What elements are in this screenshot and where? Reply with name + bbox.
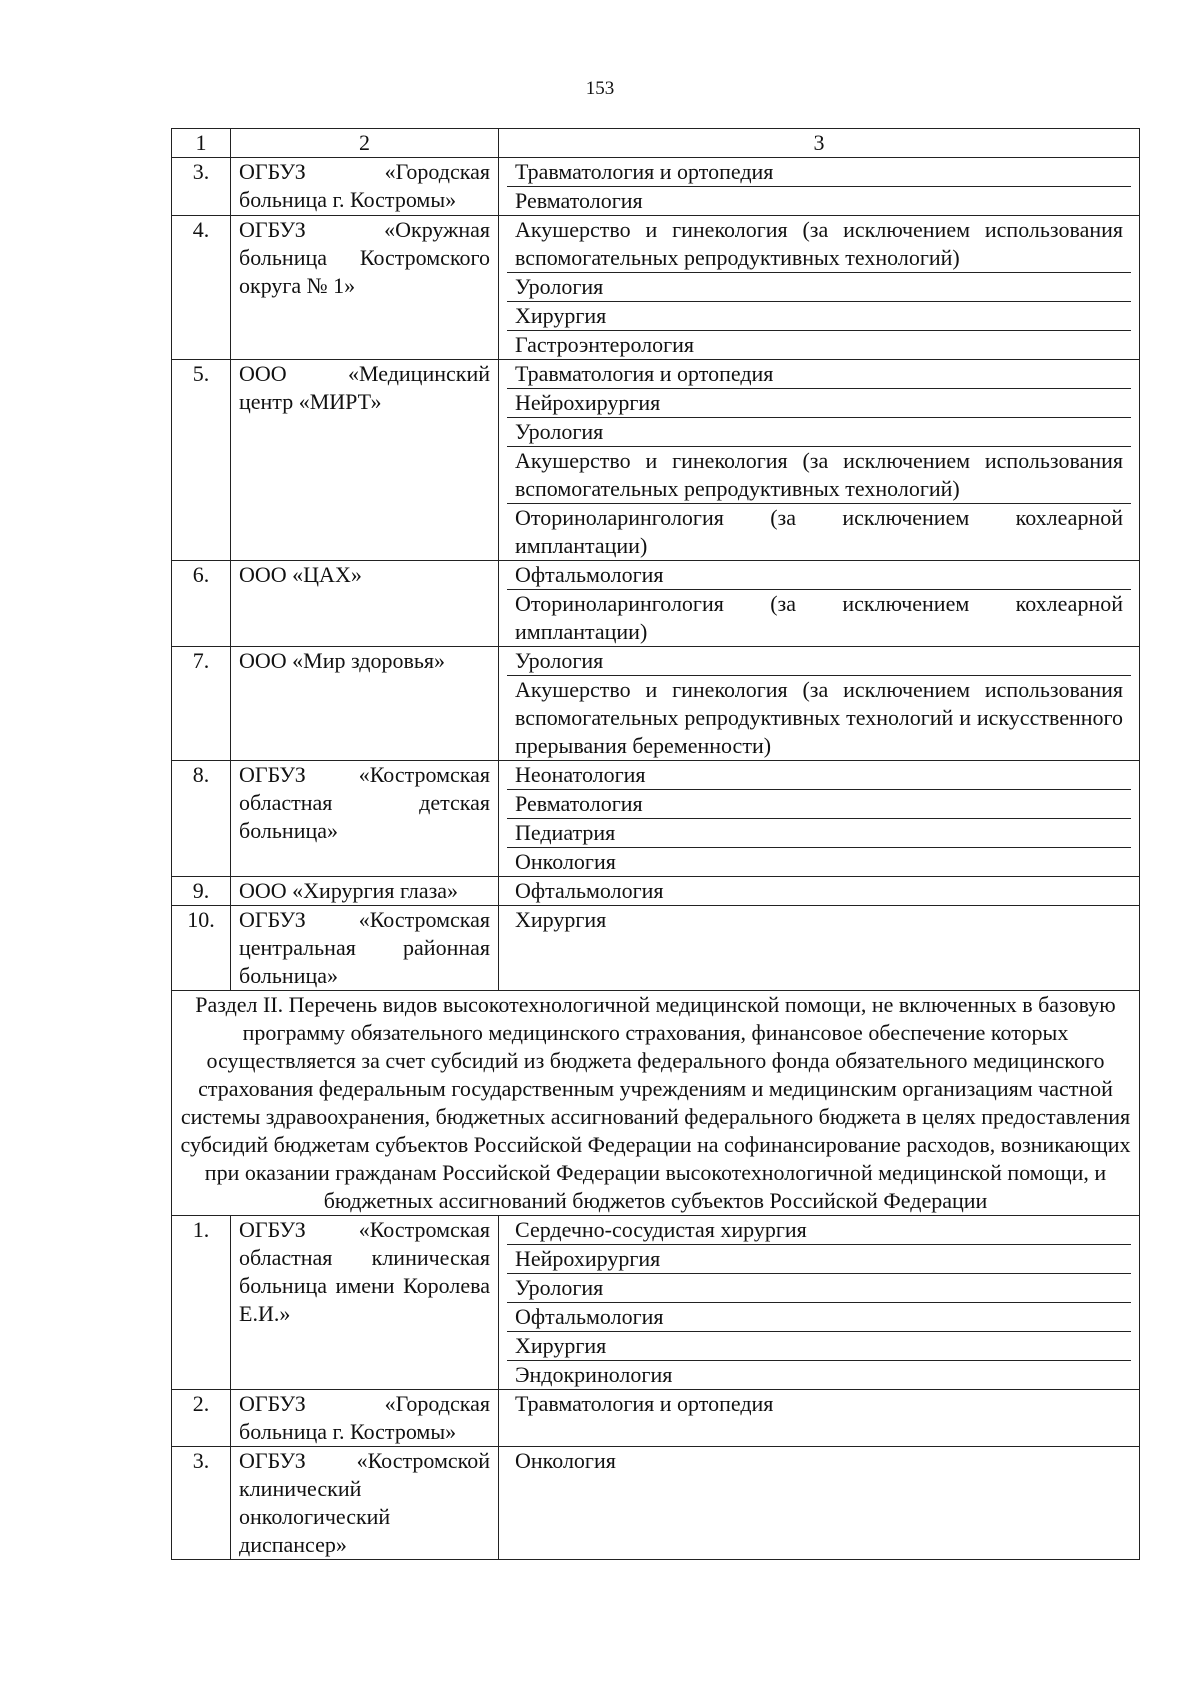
row-number: 4.: [172, 216, 231, 360]
table-row: [172, 877, 1140, 906]
services-cell: [499, 1390, 1140, 1447]
service-item: Акушерство и гинекология (за исключением использования вспомогательных репродуктивных технологий): [515, 217, 1123, 270]
service-item: Травматология и ортопедия: [515, 361, 774, 386]
organization-name: ОГБУЗ «Городская больница г. Костромы»: [231, 158, 499, 216]
organization-name: ООО «ЦАХ»: [231, 561, 499, 647]
row-number: 2.: [172, 1390, 231, 1447]
table-row: [172, 158, 1140, 216]
organization-name: ООО «Мир здоровья»: [231, 647, 499, 761]
service-item: Оториноларингология (за исключением кохлеарной имплантации): [507, 589, 1131, 646]
table-row: [172, 1390, 1140, 1447]
services-cell: [499, 216, 1140, 360]
services-cell: [499, 877, 1140, 906]
services-cell: [499, 647, 1140, 761]
services-cell: [499, 761, 1140, 877]
service-item: Нейрохирургия: [507, 388, 1131, 417]
service-item: Оториноларингология (за исключением кохлеарной имплантации): [507, 503, 1131, 560]
service-item: Нейрохирургия: [507, 1244, 1131, 1273]
table-header-row: [172, 129, 1140, 158]
service-item: Ревматология: [507, 186, 1131, 215]
header-col-2: 2: [231, 129, 499, 158]
table-row: [172, 360, 1140, 561]
row-number: 1.: [172, 1216, 231, 1390]
service-item: Офтальмология: [507, 1302, 1131, 1331]
table-row: [172, 561, 1140, 647]
organization-name: ОГБУЗ «Костромская центральная районная больница»: [231, 906, 499, 991]
service-item: Урология: [507, 417, 1131, 446]
services-cell: [499, 1447, 1140, 1560]
row-number: 9.: [172, 877, 231, 906]
services-cell: [499, 1216, 1140, 1390]
table-row: [172, 1216, 1140, 1390]
service-item: Акушерство и гинекология (за исключением использования вспомогательных репродуктивных технологий): [507, 446, 1131, 503]
service-item: Онкология: [507, 847, 1131, 876]
table-row: [172, 647, 1140, 761]
organization-name: ОГБУЗ «Костромской клинический онкологический диспансер»: [231, 1447, 499, 1560]
organization-name: ООО «Хирургия глаза»: [231, 877, 499, 906]
row-number: 8.: [172, 761, 231, 877]
table-row: [172, 761, 1140, 877]
hmp-table: [171, 128, 1140, 1560]
row-number: 7.: [172, 647, 231, 761]
row-number: 6.: [172, 561, 231, 647]
organization-name: ОГБУЗ «Костромская областная клиническая больница имени Королева Е.И.»: [231, 1216, 499, 1390]
row-number: 3.: [172, 1447, 231, 1560]
service-item: Сердечно-сосудистая хирургия: [515, 1217, 807, 1242]
table-row: [172, 906, 1140, 991]
service-item: Эндокринология: [507, 1360, 1131, 1389]
service-item: Акушерство и гинекология (за исключением использования вспомогательных репродуктивных технологий и искусственного прерывания беременности): [507, 675, 1131, 760]
services-cell: [499, 906, 1140, 991]
service-item: Ревматология: [507, 789, 1131, 818]
service-item: Онкология: [515, 1448, 616, 1473]
service-item: Офтальмология: [515, 562, 664, 587]
service-item: Урология: [515, 648, 604, 673]
row-number: 5.: [172, 360, 231, 561]
service-item: Урология: [507, 272, 1131, 301]
organization-name: ОГБУЗ «Костромская областная детская больница»: [231, 761, 499, 877]
organization-name: ООО «Медицинский центр «МИРТ»: [231, 360, 499, 561]
service-item: Хирургия: [507, 301, 1131, 330]
service-item: Неонатология: [515, 762, 646, 787]
service-item: Офтальмология: [515, 878, 664, 903]
service-item: Урология: [507, 1273, 1131, 1302]
services-cell: [499, 158, 1140, 216]
header-col-1: 1: [172, 129, 231, 158]
row-number: 10.: [172, 906, 231, 991]
service-item: Гастроэнтерология: [507, 330, 1131, 359]
table-row: [172, 1447, 1140, 1560]
service-item: Хирургия: [515, 907, 607, 932]
section-2-heading: Раздел II. Перечень видов высокотехнологичной медицинской помощи, не включенных в базовую программу обязательного медицинского страхования, финансовое обеспечение которых осуществляется за счет субсидий из бюджета федерального фонда обязательного медицинского страхования федеральным государственным учреждениям и медицинским организациям частной системы здравоохранения, бюджетных ассигнований федерального бюджета в целях предоставления субсидий бюджетам субъектов Российской Федерации на софинансирование расходов, возникающих при оказании гражданам Российской Федерации высокотехнологичной медицинской помощи, и бюджетных ассигнований бюджетов субъектов Российской Федерации: [172, 991, 1140, 1216]
service-item: Травматология и ортопедия: [515, 159, 774, 184]
service-item: Травматология и ортопедия: [515, 1391, 774, 1416]
header-col-3: 3: [499, 129, 1140, 158]
page-number: 153: [585, 78, 615, 99]
organization-name: ОГБУЗ «Окружная больница Костромского округа № 1»: [231, 216, 499, 360]
organization-name: ОГБУЗ «Городская больница г. Костромы»: [231, 1390, 499, 1447]
services-cell: [499, 561, 1140, 647]
row-number: 3.: [172, 158, 231, 216]
service-item: Педиатрия: [507, 818, 1131, 847]
table-row: [172, 216, 1140, 360]
service-item: Хирургия: [507, 1331, 1131, 1360]
section-heading-row: [172, 991, 1140, 1216]
services-cell: [499, 360, 1140, 561]
